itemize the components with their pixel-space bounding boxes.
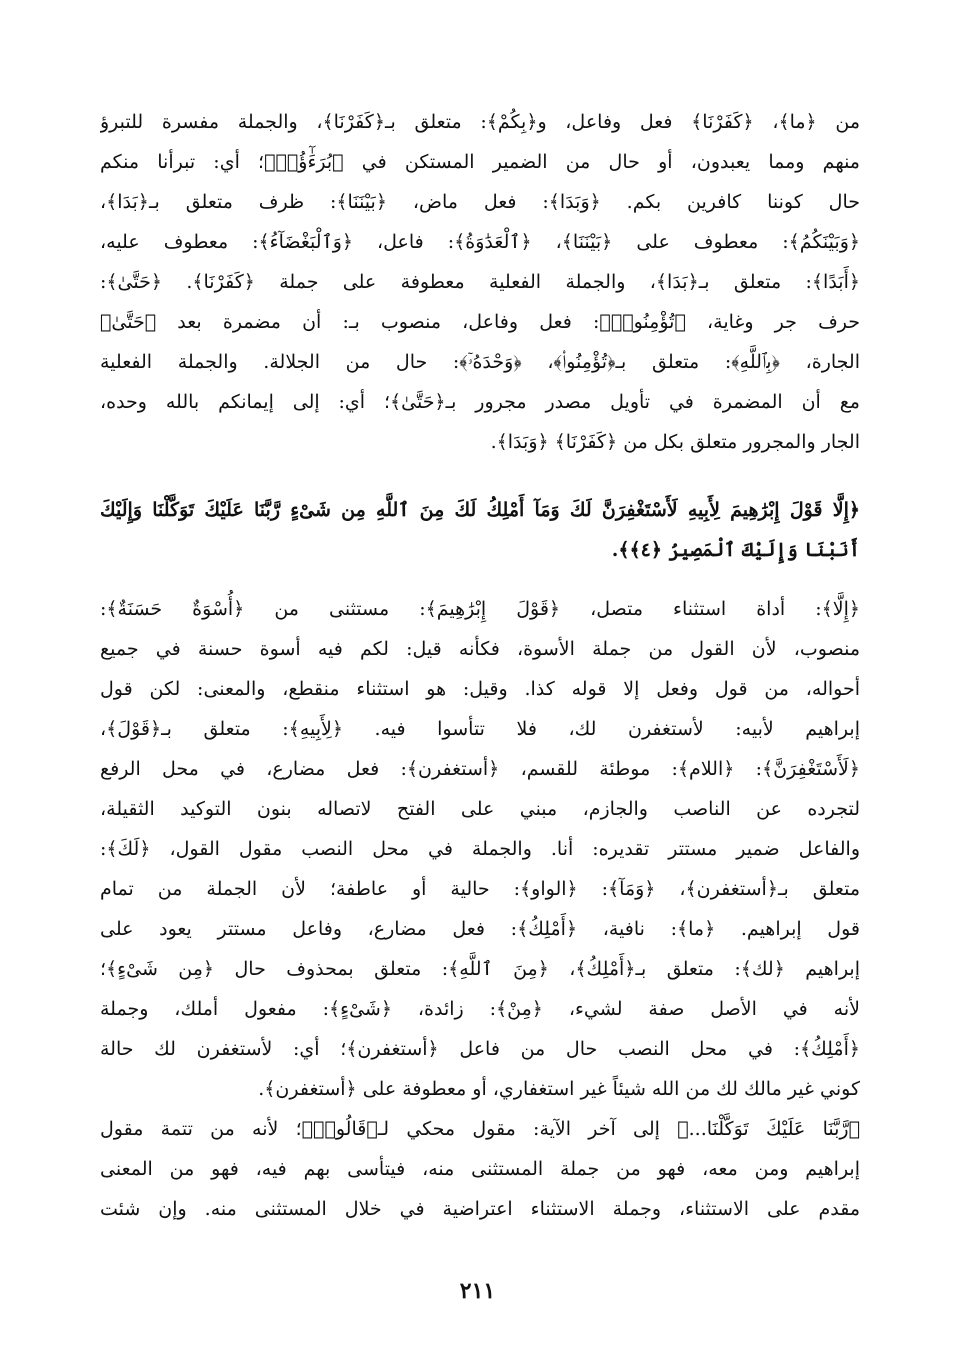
text-line: لأنه في الأصل صفة لشيء، ﴿مِنْ﴾: زائدة، ﴿شَىْءٍ﴾: مفعول أملك، وجملة	[100, 998, 860, 1020]
text-line: إبراهيم لأبيه: لأستغفرن لك، فلا تتأسوا فيه. ﴿لِأَبِيهِ﴾: متعلق بـ﴿قَوْلَ﴾،	[100, 718, 860, 740]
paragraph-2	[100, 589, 860, 1229]
text-line: مع أن المضمرة في تأويل مصدر مجرور بـ﴿حَتَّىٰ﴾؛ أي: إلى إيمانكم بالله وحده،	[100, 391, 860, 413]
text-line: ﴿وَبَيْنَكُمُ﴾: معطوف على ﴿بَيْنَنَا﴾، ﴿ٱلْعَدَٰوَةُ﴾: فاعل، ﴿وَٱلْبَغْضَآءُ﴾: معطوف عليه،	[100, 231, 860, 253]
text-line: الجارة، ﴿بِٱللَّهِ﴾: متعلق بـ﴿تُؤْمِنُوا۟﴾، ﴿وَحْدَهُۥٓ﴾: حال من الجلالة. والجملة الفعلية	[100, 351, 860, 373]
text-line: ﴿إِلَّا﴾: أداة استثناء متصل، ﴿قَوْلَ إِبْرَٰهِيمَ﴾: مستثنى من ﴿أُسْوَةٌ حَسَنَةٌ﴾:	[100, 598, 860, 620]
text-line: والفاعل ضمير مستتر تقديره: أنا. والجملة في محل النصب مقول القول، ﴿لَكَ﴾:	[100, 838, 860, 860]
text-line: متعلق بـ﴿أستغفرن﴾، ﴿وَمَآ﴾: ﴿الواو﴾: حالية أو عاطفة؛ لأن الجملة من تمام	[100, 878, 860, 900]
text-line: من ﴿ما﴾، ﴿كَفَرْنَا﴾ فعل وفاعل، و﴿بِكُمْ﴾: متعلق بـ﴿كَفَرْنَا﴾، والجملة مفسرة للتبرؤ	[100, 111, 860, 133]
quran-verse	[100, 490, 860, 570]
text-line: ﴿لَأَسْتَغْفِرَنَّ﴾: ﴿اللام﴾: موطئة للقسم، ﴿أستغفرن﴾: فعل مضارع، في محل الرفع	[100, 758, 860, 780]
text-line: الجار والمجرور متعلق بكل من ﴿كَفَرْنَا﴾ ﴿وَبَدَا﴾.	[490, 431, 860, 453]
text-line: ﴿رَّبَّنَا عَلَيْكَ تَوَكَّلْنَا...﴾ إلى آخر الآية: مقول محكي لـ﴿قَالُوا۟﴾؛ لأنه من تتمة مقول	[100, 1118, 860, 1140]
text-line: كوني غير مالك لك من الله شيئاً غير استغفاري، أو معطوفة على ﴿أستغفرن﴾.	[258, 1078, 860, 1100]
paragraph-1	[100, 102, 860, 462]
text-line: لتجرده عن الناصب والجازم، مبني على الفتح لاتصاله بنون التوكيد الثقيلة،	[100, 798, 860, 820]
text-line: قول إبراهيم. ﴿ما﴾: نافية، ﴿أَمْلِكُ﴾: فعل مضارع، وفاعل مستتر يعود على	[100, 918, 860, 940]
text-line: ﴿أَمْلِكُ﴾: في محل النصب حال من فاعل ﴿أستغفرن﴾؛ أي: لأستغفرن لك حالة	[100, 1038, 860, 1060]
text-line: مقدم على الاستثناء، وجملة الاستثناء اعتراضية في خلال المستثنى منه. وإن شئت	[100, 1198, 860, 1220]
text-line: ﴿أَبَدًا﴾: متعلق بـ﴿بَدَا﴾، والجملة الفعلية معطوفة على جملة ﴿كَفَرْنَا﴾. ﴿حَتَّىٰ﴾:	[100, 271, 860, 293]
text-line: إبراهيم ﴿لك﴾: متعلق بـ﴿أَمْلِكُ﴾، ﴿مِنَ ٱللَّهِ﴾: متعلق بمحذوف حال ﴿مِن شَىْءٍ﴾؛	[100, 958, 860, 980]
page-number: ٢١١	[459, 1278, 496, 1304]
text-line: إبراهيم ومن معه، فهو من جملة المستثنى منه، فيتأسى بهم فيه، فهو من المعنى	[100, 1158, 860, 1180]
text-line: منهم ومما يعبدون، أو حال من الضمير المستكن في ﴿بُرَءَٰٓؤُا۟﴾؛ أي: تبرأنا منكم	[100, 151, 860, 173]
text-line: حرف جر وغاية، ﴿تُؤْمِنُوا۟﴾: فعل وفاعل، منصوب بـ: أن مضمرة بعد ﴿حَتَّىٰ﴾	[100, 311, 860, 333]
verse-line: ﴿إِلَّا قَوْلَ إِبْرَٰهِيمَ لِأَبِيهِ لَأَسْتَغْفِرَنَّ لَكَ وَمَآ أَمْلِكُ لَكَ مِنَ ٱللَّهِ مِن شَىْءٍ رَّبَّنَا عَلَيْكَ تَوَكَّلْنَا وَإِلَيْكَ	[100, 499, 860, 521]
text-line: أحواله، من قول وفعل إلا قوله كذا. وقيل: هو استثناء منقطع، والمعنى: لكن قول	[100, 678, 860, 700]
text-line: منصوب، لأن القول من جملة الأسوة، فكأنه قيل: لكم فيه أسوة حسنة في جميع	[100, 638, 860, 660]
verse-line: أَنَبْنَا وَإِلَيْكَ ٱلْمَصِيرُ ﴿٤﴾﴾.	[611, 539, 860, 561]
text-line: حال كوننا كافرين بكم. ﴿وَبَدَا﴾: فعل ماض، ﴿بَيْنَنَا﴾: ظرف متعلق بـ﴿بَدَا﴾،	[100, 191, 860, 213]
